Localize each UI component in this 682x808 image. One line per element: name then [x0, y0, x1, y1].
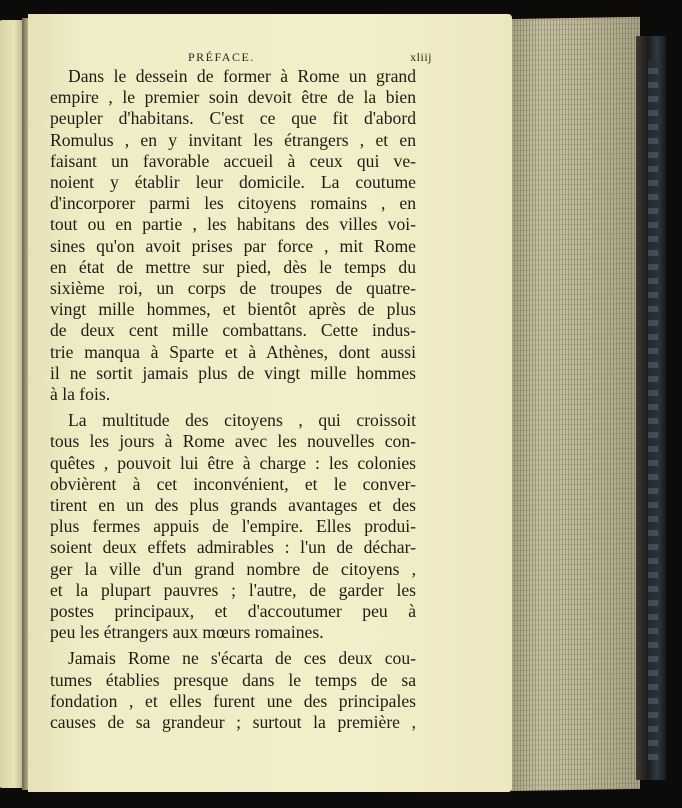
text-line: sixième roi, un corps de troupes de quatre-	[50, 278, 416, 299]
body-text	[50, 66, 416, 733]
page-fore-edge	[508, 17, 640, 791]
text-line: ger la ville d'un grand nombre de citoyens ,	[50, 558, 416, 579]
text-line: sines qu'on avoit prises par force , mit Rome	[50, 235, 416, 256]
text-line: de deux cent mille combattans. Cette indus-	[50, 320, 416, 341]
text-line: causes de sa grandeur ; surtout la première ,	[50, 712, 416, 733]
text-line: La multitude des citoyens , qui croissoit	[68, 410, 416, 431]
text-line: soient deux effets admirables : l'un de déchar-	[50, 537, 416, 558]
text-line: vingt mille hommes, et bientôt après de plus	[50, 299, 416, 320]
page-number: xliij	[410, 50, 432, 64]
text-line: noient y établir leur domicile. La coutume	[50, 172, 416, 193]
running-title: PRÉFACE.	[188, 50, 255, 64]
text-line: trie manqua à Sparte et à Athènes, dont aussi	[50, 341, 416, 362]
text-line: Jamais Rome ne s'écarta de ces deux cou-	[68, 648, 416, 669]
cover-marbling	[648, 60, 658, 760]
text-line: quêtes , pouvoit lui être à charge : les colonies	[50, 452, 416, 473]
text-line: tous les jours à Rome avec les nouvelles con-	[50, 431, 416, 452]
text-line: d'incorporer parmi les citoyens romains , en	[50, 193, 416, 214]
text-line: Romulus , en y invitant les étrangers , et en	[50, 129, 416, 150]
paragraph-1	[50, 66, 416, 405]
text-line: peupler d'habitans. C'est ce que fit d'abord	[50, 108, 416, 129]
text-line: faisant un favorable accueil à ceux qui ve-	[50, 150, 416, 171]
text-line: et la plupart pauvres ; l'autre, de garder les	[50, 579, 416, 600]
text-line: à la fois.	[50, 384, 111, 405]
text-line: peu les étrangers aux mœurs romaines.	[50, 622, 324, 643]
text-line: tout ou en partie , les habitans des villes voi-	[50, 214, 416, 235]
text-line: fondation , et elles furent une des principales	[50, 690, 416, 711]
text-line: empire , le premier soin devoit être de la bien	[50, 87, 416, 108]
text-line: postes principaux, et d'accoutumer peu à	[50, 601, 416, 622]
paragraph-3	[50, 648, 416, 733]
text-line: obvièrent à cet inconvénient, et le conver-	[50, 473, 416, 494]
text-line: tumes établies presque dans le temps de sa	[50, 669, 416, 690]
text-line: plus fermes appuis de l'empire. Elles produi-	[50, 516, 416, 537]
text-line: Dans le dessein de former à Rome un grand	[68, 66, 416, 86]
text-line: en état de mettre sur pied, dès le temps du	[50, 256, 416, 277]
text-line: tirent en un des plus grands avantages et des	[50, 495, 416, 516]
paragraph-2	[50, 410, 416, 643]
left-page-edge	[0, 20, 24, 788]
text-line: il ne sortit jamais plus de vingt mille hommes	[50, 362, 416, 383]
